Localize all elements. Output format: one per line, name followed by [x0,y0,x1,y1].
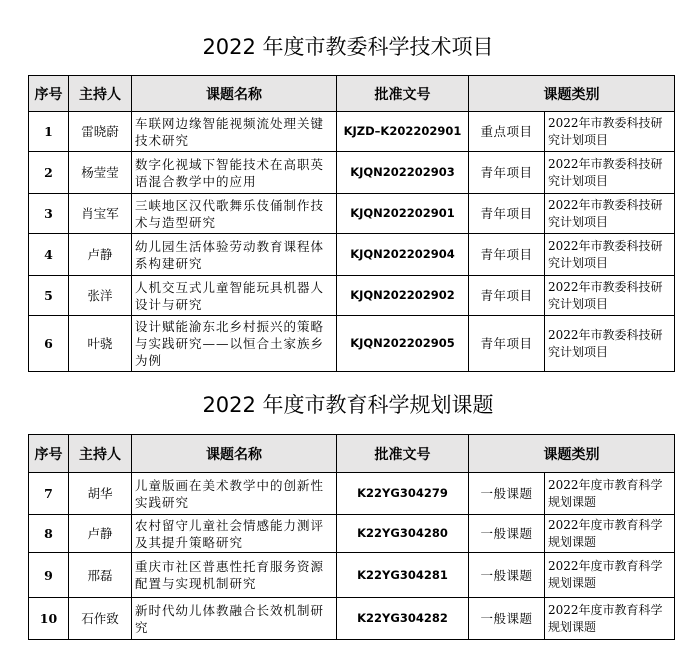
row-host: 肖宝军 [69,194,132,234]
row-number: 4 [29,234,69,276]
table-row [29,515,675,553]
row-host: 邢磊 [69,553,132,598]
row-number: 9 [29,553,69,598]
row-number: 10 [29,598,69,640]
row-project-type: 一般课题 [469,598,545,640]
table-row [29,598,675,640]
table1-title: 2022 年度市教委科学技术项目 [202,35,494,59]
row-project-type: 一般课题 [469,553,545,598]
row-number: 7 [29,473,69,515]
row-project-type: 青年项目 [469,316,545,372]
table-header-row [29,76,675,112]
row-approval-number: KJQN202202901 [337,194,469,234]
row-project-name: 重庆市社区普惠性托育服务资源配置与实现机制研究 [132,553,337,598]
row-project-type: 一般课题 [469,515,545,553]
header-host: 主持人 [69,435,132,473]
row-number: 5 [29,276,69,316]
row-category: 2022年市教委科技研究计划项目 [545,276,675,316]
row-project-name: 新时代幼儿体教融合长效机制研究 [132,598,337,640]
row-project-name: 农村留守儿童社会情感能力测评及其提升策略研究 [132,515,337,553]
header-name: 课题名称 [132,435,337,473]
table-row [29,473,675,515]
table-row [29,316,675,372]
table-row [29,152,675,194]
table-row [29,194,675,234]
row-category: 2022年市教委科技研究计划项目 [545,316,675,372]
row-host: 胡华 [69,473,132,515]
row-category: 2022年市教委科技研究计划项目 [545,194,675,234]
header-category: 课题类别 [469,76,675,112]
row-project-name: 三峡地区汉代歌舞乐伎俑制作技术与造型研究 [132,194,337,234]
row-approval-number: KJQN202202903 [337,152,469,194]
header-host: 主持人 [69,76,132,112]
header-no: 序号 [29,435,69,473]
row-approval-number: K22YG304279 [337,473,469,515]
row-project-type: 重点项目 [469,112,545,152]
row-project-type: 青年项目 [469,152,545,194]
table-row [29,234,675,276]
row-approval-number: K22YG304281 [337,553,469,598]
row-host: 卢静 [69,515,132,553]
header-doc: 批准文号 [337,435,469,473]
row-number: 3 [29,194,69,234]
row-approval-number: K22YG304282 [337,598,469,640]
row-project-name: 人机交互式儿童智能玩具机器人设计与研究 [132,276,337,316]
row-project-type: 一般课题 [469,473,545,515]
row-approval-number: KJQN202202905 [337,316,469,372]
row-number: 1 [29,112,69,152]
table-header-row [29,435,675,473]
header-name: 课题名称 [132,76,337,112]
row-category: 2022年度市教育科学规划课题 [545,515,675,553]
row-host: 雷晓蔚 [69,112,132,152]
row-category: 2022年市教委科技研究计划项目 [545,152,675,194]
table2-title: 2022 年度市教育科学规划课题 [202,393,494,417]
table-row [29,112,675,152]
row-project-type: 青年项目 [469,276,545,316]
row-project-name: 设计赋能渝东北乡村振兴的策略与实践研究——以恒合土家族乡为例 [132,316,337,372]
row-approval-number: KJZD–K202202901 [337,112,469,152]
table-row [29,553,675,598]
row-approval-number: KJQN202202904 [337,234,469,276]
header-doc: 批准文号 [337,76,469,112]
row-project-type: 青年项目 [469,194,545,234]
row-category: 2022年度市教育科学规划课题 [545,598,675,640]
row-project-name: 数字化视域下智能技术在高职英语混合教学中的应用 [132,152,337,194]
row-project-name: 儿童版画在美术教学中的创新性实践研究 [132,473,337,515]
row-project-type: 青年项目 [469,234,545,276]
header-no: 序号 [29,76,69,112]
row-project-name: 幼儿园生活体验劳动教育课程体系构建研究 [132,234,337,276]
row-number: 6 [29,316,69,372]
row-host: 杨莹莹 [69,152,132,194]
row-approval-number: K22YG304280 [337,515,469,553]
row-host: 叶骁 [69,316,132,372]
row-host: 卢静 [69,234,132,276]
row-host: 张洋 [69,276,132,316]
row-number: 8 [29,515,69,553]
row-category: 2022年市教委科技研究计划项目 [545,234,675,276]
row-category: 2022年度市教育科学规划课题 [545,473,675,515]
table-row [29,276,675,316]
header-category: 课题类别 [469,435,675,473]
row-category: 2022年度市教育科学规划课题 [545,553,675,598]
research-table-1 [28,75,675,372]
row-number: 2 [29,152,69,194]
row-category: 2022年市教委科技研究计划项目 [545,112,675,152]
research-table-2 [28,434,675,640]
row-project-name: 车联网边缘智能视频流处理关键技术研究 [132,112,337,152]
row-host: 石作致 [69,598,132,640]
row-approval-number: KJQN202202902 [337,276,469,316]
